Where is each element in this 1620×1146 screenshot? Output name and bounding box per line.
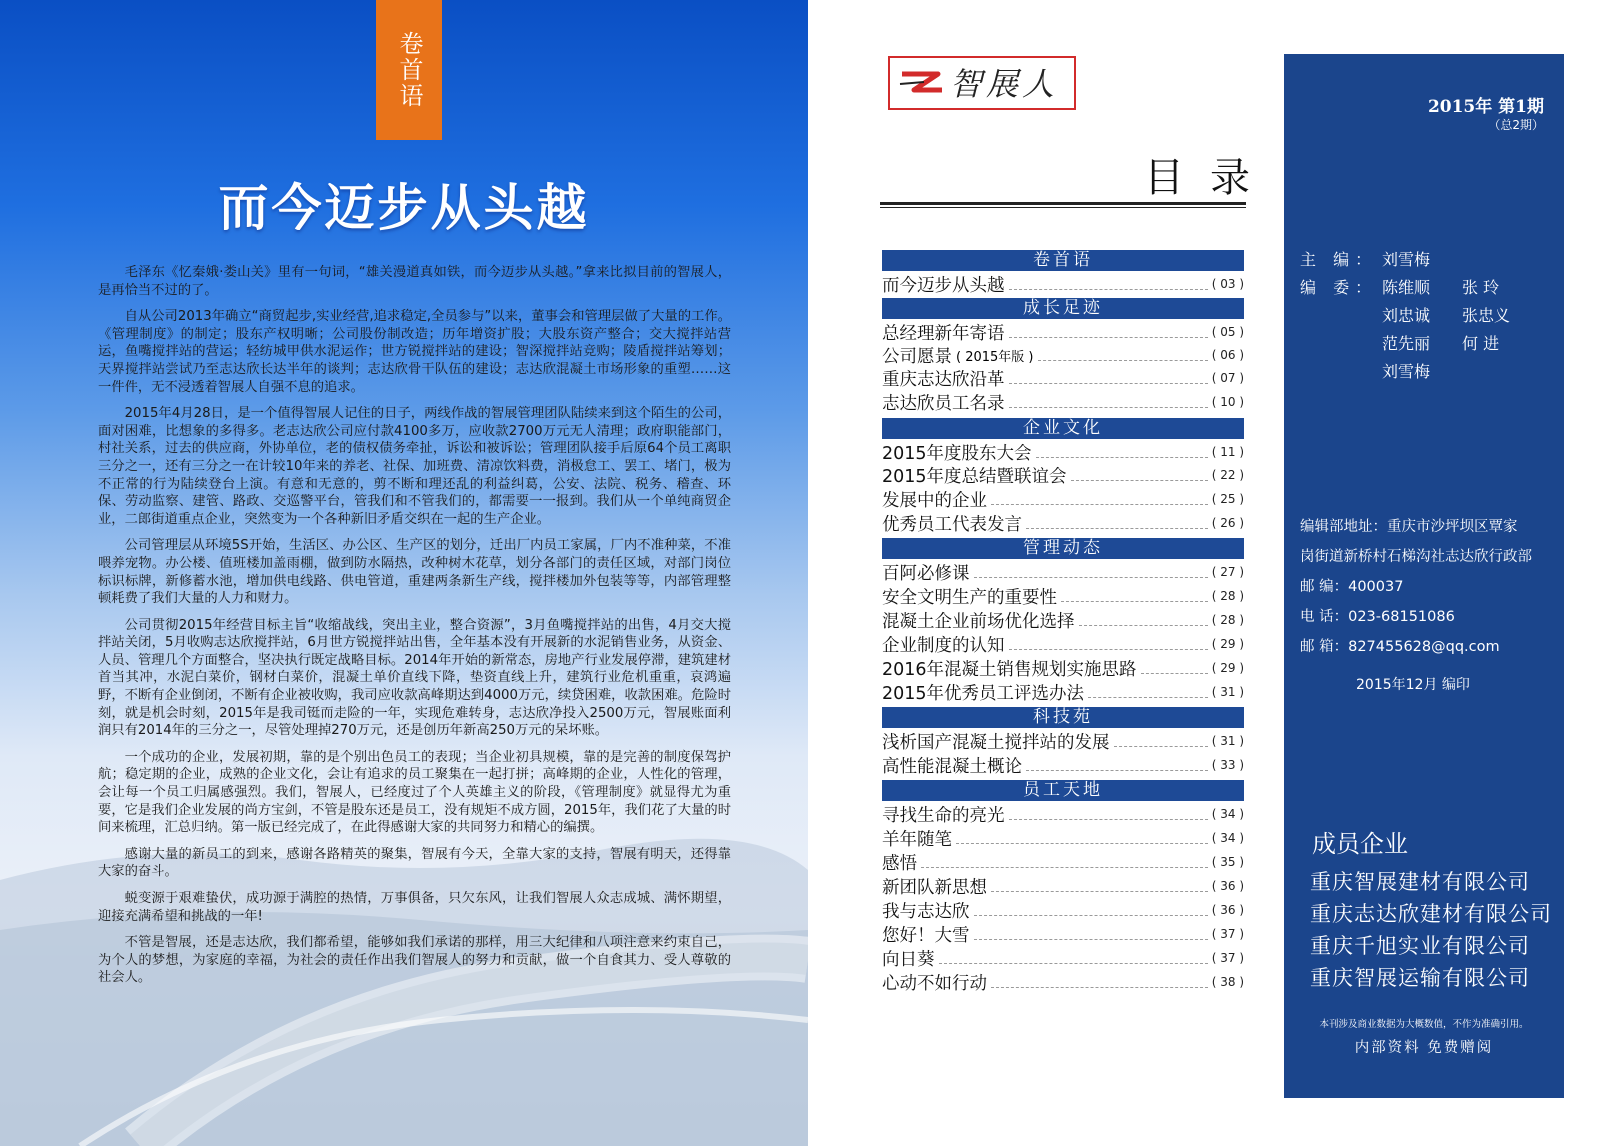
toc-entry[interactable] — [882, 803, 1244, 825]
toc-entry-title: 2015年度总结暨联谊会 — [882, 466, 1067, 487]
toc-entry-page: ( 07 ) — [1211, 371, 1244, 385]
toc-entry-title: 我与志达欣 — [882, 901, 970, 922]
toc-entry-page: ( 26 ) — [1211, 516, 1244, 530]
postcode: 邮 编：400037 — [1300, 579, 1404, 595]
member-company: 重庆智展运输有限公司 — [1310, 966, 1530, 990]
toc-entry[interactable] — [882, 875, 1244, 897]
toc-entry-title: 心动不如行动 — [882, 973, 987, 994]
toc-entry-title: 羊年随笔 — [882, 829, 952, 850]
member-companies-title: 成员企业 — [1312, 830, 1408, 858]
toc-entry[interactable] — [882, 585, 1244, 607]
member-company: 重庆千旭实业有限公司 — [1310, 934, 1530, 958]
editorial-staff — [1300, 246, 1532, 386]
article-headline: 而今迈步从头越 — [218, 178, 590, 237]
disclaimer: 本刊涉及商业数据为大概数值，不作为准确引用。 — [1319, 1019, 1529, 1030]
toc-entry-page: ( 27 ) — [1211, 565, 1244, 579]
issue-number: 2015年 第1期 — [1427, 97, 1544, 117]
toc-section-header: 成长足迹 — [882, 298, 1244, 319]
toc-leader — [991, 494, 1208, 505]
toc-leader — [1061, 591, 1208, 602]
foreword-page — [0, 0, 808, 1146]
toc-leader — [1009, 327, 1208, 338]
toc-entry-subtitle: ( 2015年版 ) — [956, 349, 1034, 365]
toc-entry-title: 重庆志达欣沿革 — [882, 369, 1005, 390]
toc-leader — [991, 881, 1208, 892]
toc-entry-page: ( 36 ) — [1211, 879, 1244, 893]
toc-entry-page: ( 05 ) — [1211, 325, 1244, 339]
toc-section-header: 管理动态 — [882, 538, 1244, 559]
toc-leader — [974, 905, 1208, 916]
toc-leader — [921, 857, 1208, 868]
toc-entry-page: ( 03 ) — [1211, 277, 1244, 291]
toc-entry-page: ( 29 ) — [1211, 661, 1244, 675]
toc-divider — [880, 207, 1246, 208]
member-company: 重庆志达欣建材有限公司 — [1310, 902, 1552, 926]
committee-row — [1300, 302, 1532, 330]
toc-entry-page: ( 38 ) — [1211, 975, 1244, 989]
issue-total: （总2期） — [1488, 118, 1544, 132]
toc-entry[interactable] — [882, 488, 1244, 510]
toc-leader — [974, 567, 1208, 578]
toc-entry[interactable] — [882, 391, 1244, 413]
toc-entry[interactable] — [882, 899, 1244, 921]
toc-entry-page: ( 33 ) — [1211, 758, 1244, 772]
toc-entry-title: 感悟 — [882, 853, 917, 874]
toc-entry[interactable] — [882, 344, 1244, 366]
toc-leader — [1141, 663, 1208, 674]
committee-member: 陈维顺 — [1382, 278, 1431, 297]
toc-entry-title: 您好！大雪 — [882, 925, 970, 946]
toc-leader — [974, 929, 1208, 940]
toc-entry-title: 总经理新年寄语 — [882, 323, 1005, 344]
toc-leader — [1009, 279, 1208, 290]
toc-entry-page: ( 34 ) — [1211, 807, 1244, 821]
toc-entry[interactable] — [882, 947, 1244, 969]
toc-entry-title: 百阿必修课 — [882, 563, 970, 584]
toc-section-header: 员工天地 — [882, 780, 1244, 801]
toc-entry-title: 优秀员工代表发言 — [882, 514, 1022, 535]
toc-entry-page: ( 25 ) — [1211, 492, 1244, 506]
toc-entry-title: 向日葵 — [882, 949, 935, 970]
toc-entry[interactable] — [882, 561, 1244, 583]
article-paragraph: 感谢大量的新员工的到来，感谢各路精英的聚集，智展有今天，全靠大家的支持，智展有明天，还得靠大家的奋斗。 — [98, 846, 731, 880]
toc-entry[interactable] — [882, 609, 1244, 631]
toc-leader — [939, 953, 1208, 964]
toc-section-header: 科技苑 — [882, 707, 1244, 728]
toc-entry-title: 志达欣员工名录 — [882, 393, 1005, 414]
toc-entry-page: ( 36 ) — [1211, 903, 1244, 917]
chief-editor-label: 主 编： — [1300, 250, 1378, 269]
toc-entry[interactable] — [882, 923, 1244, 945]
toc-entry[interactable] — [882, 730, 1244, 752]
toc-leader — [991, 977, 1208, 988]
address-line: 岗街道新桥村石梯沟社志达欣行政部 — [1300, 549, 1532, 565]
toc-entry-page: ( 28 ) — [1211, 613, 1244, 627]
toc-entry-title: 2015年度股东大会 — [882, 443, 1032, 464]
toc-entry-title: 2015年优秀员工评选办法 — [882, 683, 1085, 704]
logo-text: 智展人 — [950, 65, 1059, 103]
article-paragraph: 毛泽东《忆秦娥·娄山关》里有一句词，“雄关漫道真如铁，而今迈步从头越。”拿来比拟目前的智展人，是再恰当不过的了。 — [98, 265, 731, 298]
toc-entry-title: 浅析国产混凝土搅拌站的发展 — [882, 732, 1110, 753]
toc-entry[interactable] — [882, 441, 1244, 463]
toc-leader — [1009, 397, 1208, 408]
article-paragraph: 一个成功的企业，发展初期，靠的是个别出色员工的表现；当企业初具规模，靠的是完善的制度保驾护航；稳定期的企业，成熟的企业文化，会让有追求的员工聚集在一起打拼；高峰期的企业，人性化的管理，会让每一个员工归属感强烈。我们，智展人，已经度过了个人英雄主义的阶段，《管理制度》就显得尤为重要，它是我们企业发展的尚方宝剑，不管是股东还是员工，没有规矩不成方圆，2015年，我们花了大量的时间来梳理，汇总归纳。第一版已经完成了，在此得感谢大家的共同努力和精心的编撰。 — [98, 749, 731, 836]
toc-entry[interactable] — [882, 971, 1244, 993]
committee-member: 刘雪梅 — [1382, 362, 1431, 381]
committee-label: 编 委： — [1300, 278, 1378, 297]
member-companies — [1310, 866, 1552, 994]
article-paragraph: 自从公司2013年确立“商贸起步,实业经营,追求稳定,全员参与”以来，董事会和管理层做了大量的工作。《管理制度》的制定；股东产权明晰；公司股份制改造；历年增资扩股；大股东资产整合；交大搅拌站营运，鱼嘴搅拌站的营运；轻纺城甲供水泥运作；世方锐搅拌站的建设；智深搅拌站竞购；陵盾搅拌站筹划；天界搅拌站尝试乃至志达欣长达半年的谈判；志达欣骨干队伍的建设；志达欣混凝土市场形象的重塑……这一件件，无不浸透着智展人自强不息的追求。 — [98, 309, 731, 395]
toc-leader — [1026, 760, 1208, 771]
foreword-article — [98, 264, 731, 996]
committee-member: 张忠义 — [1462, 306, 1511, 325]
toc-entry[interactable] — [882, 851, 1244, 873]
toc-entry[interactable] — [882, 464, 1244, 486]
committee-row — [1300, 330, 1532, 358]
chief-editor-name: 刘雪梅 — [1382, 250, 1431, 269]
toc-leader — [1071, 470, 1208, 481]
toc-entry-page: ( 37 ) — [1211, 927, 1244, 941]
contact-info — [1300, 512, 1532, 662]
toc-entry-page: ( 28 ) — [1211, 589, 1244, 603]
committee-member: 张 玲 — [1462, 278, 1500, 297]
toc-entry-title: 新团队新思想 — [882, 877, 987, 898]
committee-member — [1462, 358, 1532, 386]
committee-member: 何 进 — [1462, 334, 1500, 353]
article-paragraph: 公司管理层从环境5S开始，生活区、办公区、生产区的划分，迁出厂内员工家属，厂内不准种菜，不准喂养宠物。办公楼、值班楼加盖雨棚，做到防水隔热，改种树木花草，划分各部门的责任区域，对部门岗位标识标牌，新修蓄水池，增加供电线路、供电管道，重建两条新生产线，搅拌楼加外包装等等，内部管理整顿耗费了我们大量的人力和财力。 — [98, 538, 731, 607]
toc-entry-page: ( 29 ) — [1211, 637, 1244, 651]
toc-leader — [1026, 518, 1208, 529]
toc-entry-title: 而今迈步从头越 — [882, 275, 1005, 296]
toc-divider — [880, 202, 1246, 205]
toc-entry-title: 混凝土企业前场优化选择 — [882, 611, 1075, 632]
toc-leader — [1036, 447, 1208, 458]
toc-entry[interactable] — [882, 321, 1244, 343]
article-paragraph: 公司贯彻2015年经营目标主旨“收缩战线，突出主业，整合资源”，3月鱼嘴搅拌站的出售，4月交大搅拌站关闭，5月收购志达欣搅拌站，6月世方锐搅拌站出售，全年基本没有开展新的水泥销售业务，从资金、人员、管理几个方面整合，坚决执行既定战略目标。2014年开始的新常态，房地产行业发展停滞，建筑建材首当其冲，水泥白菜价，钢材白菜价，混凝土单价直线下降，垫资直线上升，建筑行业危机重重，哀鸿遍野，不断有企业倒闭，不断有企业被收购，我司应收款高峰期达到4000万元，续贷困难，收款困难。危险时刻，就是机会时刻，2015年是我司铤而走险的一年，实现危难转身，志达欣净投入2500万元，智展账面利润只有2014年的三分之一，尽管处理掉270万元，还是创历年新高250万元的呆坏账。 — [98, 617, 731, 739]
toc-leader — [1114, 736, 1208, 747]
toc-entry-page: ( 31 ) — [1211, 734, 1244, 748]
toc-leader — [1038, 350, 1208, 361]
toc-leader — [956, 833, 1208, 844]
toc-entry-page: ( 11 ) — [1211, 445, 1244, 459]
toc-entry-page: ( 22 ) — [1211, 468, 1244, 482]
toc-entry-page: ( 31 ) — [1211, 685, 1244, 699]
committee-row — [1300, 274, 1532, 302]
masthead-panel — [1284, 54, 1564, 1098]
toc-entry[interactable] — [882, 633, 1244, 655]
member-company: 重庆智展建材有限公司 — [1310, 870, 1530, 894]
committee-member: 范先丽 — [1382, 334, 1431, 353]
email: 邮 箱：827455628@qq.com — [1300, 639, 1500, 655]
toc-entry-page: ( 35 ) — [1211, 855, 1244, 869]
article-paragraph: 不管是智展，还是志达欣，我们都希望，能够如我们承诺的那样，用三大纪律和八项注意来约束自己，为个人的梦想，为家庭的幸福，为社会的责任作出我们智展人的努力和贡献，做一个自食其力、受人尊敬的社会人。 — [98, 935, 731, 986]
toc-section-header: 卷首语 — [882, 250, 1244, 271]
toc-leader — [1009, 639, 1208, 650]
toc-entry-title: 企业制度的认知 — [882, 635, 1005, 656]
toc-leader — [1079, 615, 1208, 626]
toc-entry-page: ( 34 ) — [1211, 831, 1244, 845]
toc-section-header: 企业文化 — [882, 418, 1244, 439]
toc-entry-title: 高性能混凝土概论 — [882, 756, 1022, 777]
toc-leader — [1009, 809, 1208, 820]
committee-member: 刘忠诚 — [1382, 306, 1431, 325]
toc-entry-title: 2016年混凝土销售规划实施思路 — [882, 659, 1137, 680]
toc-leader — [1009, 373, 1208, 384]
chief-editor-row — [1300, 246, 1532, 274]
distribution-note: 内部资料 免费赠阅 — [1354, 1040, 1494, 1056]
toc-entry[interactable] — [882, 367, 1244, 389]
address-line: 编辑部地址：重庆市沙坪坝区覃家 — [1300, 519, 1518, 535]
toc-title: 目录 — [1144, 155, 1276, 201]
article-paragraph: 蜕变源于艰难蛰伏，成功源于满腔的热情，万事俱备，只欠东风，让我们智展人众志成城、满怀期望，迎接充满希望和挑战的一年! — [98, 891, 731, 924]
edit-date: 2015年12月 编印 — [1356, 677, 1470, 693]
toc-entry-title: 公司愿景 — [882, 346, 952, 367]
toc-entry-title: 寻找生命的亮光 — [882, 805, 1005, 826]
toc-entry[interactable] — [882, 681, 1244, 703]
z-logo-icon — [898, 68, 944, 98]
toc-entry-title: 安全文明生产的重要性 — [882, 587, 1057, 608]
toc-entry[interactable] — [882, 512, 1244, 534]
toc-entry-page: ( 06 ) — [1211, 348, 1244, 362]
section-tab: 卷首语 — [376, 0, 442, 140]
committee-row — [1300, 358, 1532, 386]
toc-entry[interactable] — [882, 657, 1244, 679]
brand-logo — [888, 56, 1076, 110]
toc-leader — [1088, 687, 1208, 698]
toc-entry-page: ( 37 ) — [1211, 951, 1244, 965]
toc-entry[interactable] — [882, 827, 1244, 849]
toc-entry-title: 发展中的企业 — [882, 490, 987, 511]
article-paragraph: 2015年4月28日，是一个值得智展人记住的日子，两线作战的智展管理团队陆续来到这个陌生的公司，面对困难，比想象的多得多。老志达欣公司应付款4100多万，应收款2700万元无人清理；政府职能部门，村社关系，过去的供应商，外协单位，老的债权债务牵扯，诉讼和被诉讼；管理团队接手后原64个员工离职三分之一，还有三分之一在计较10年来的养老、社保、加班费、清凉饮料费，消极怠工、罢工、堵门，极为不正常的行为陆续登台上演。有意和无意的，剪不断和理还乱的利益纠葛，公安、法院、税务、稽查、环保、劳动监察、建管、路政、交巡警平台，管我们和不管我们的，都需要一一报到。我们从一个单纯商贸企业，二郎街道重点企业，突然变为一个各种新旧矛盾交织在一起的生产企业。 — [98, 406, 731, 527]
toc-entry[interactable] — [882, 754, 1244, 776]
toc-entry-page: ( 10 ) — [1211, 395, 1244, 409]
phone: 电 话：023-68151086 — [1300, 609, 1455, 625]
toc-entry[interactable] — [882, 273, 1244, 295]
